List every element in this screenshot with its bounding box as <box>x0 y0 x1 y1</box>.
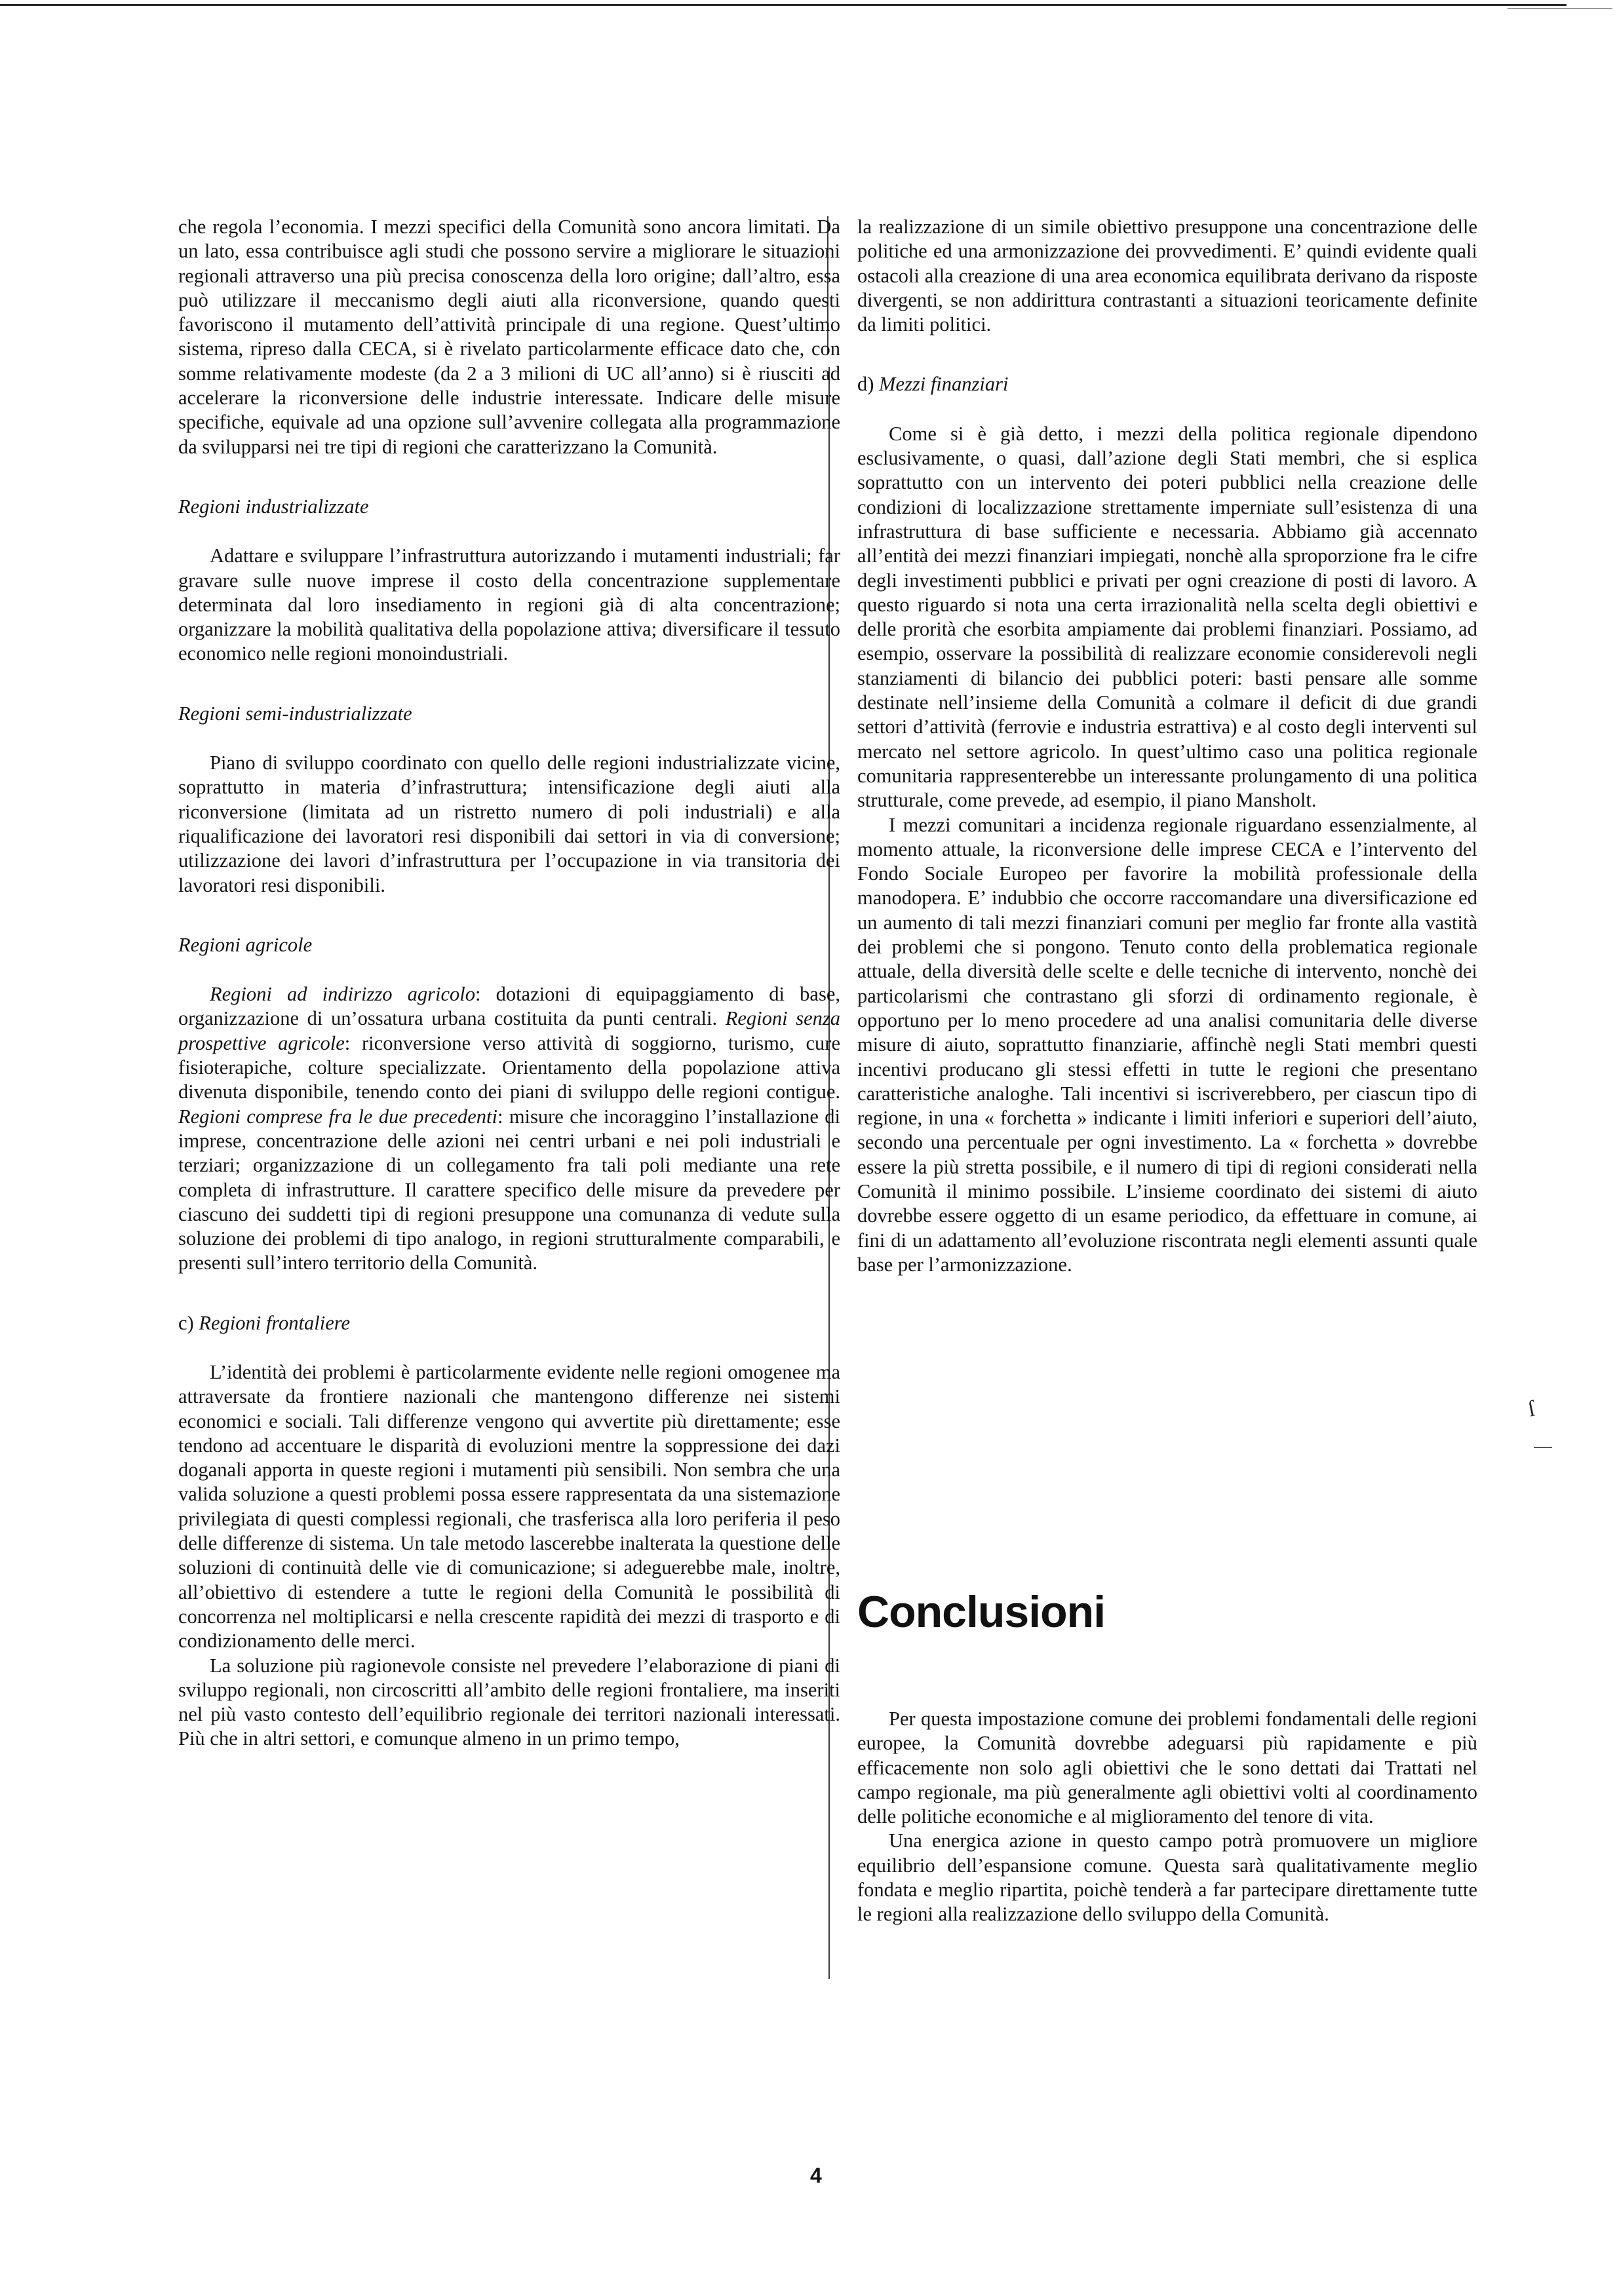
finance-letter: d) <box>857 373 874 396</box>
page-number: 4 <box>810 2164 822 2187</box>
finance-heading-text: Mezzi finanziari <box>879 373 1009 396</box>
margin-dash-mark <box>1534 1447 1552 1448</box>
heading-industrialized-regions: Regioni industrializzate <box>178 495 369 518</box>
top-rule <box>0 4 1566 6</box>
agricultural-text-3: : misure che incoraggino l’installazione di imprese, concentrazione delle azioni nei centri urbani e nei poli industriali e terziari; organizzazione di un collegamento fra tali poli mediante una rete completa di infrastrutture. Il carattere specifico delle misure da prevedere per ciascuno dei suddetti tipi di regioni presuppone una comunanza di vedute sulla soluzione dei problemi di tipo analogo, in regioni strutturalmente comparabili, e presenti sull’intero territorio della Comunità. <box>178 1105 841 1274</box>
agricultural-text-2: : riconversione verso attività di soggiorno, turismo, cure fisioterapiche, colture specializzate. Orientamento della popolazione attiva divenuta disponibile, tenendo conto dei piani di sviluppo delle regioni contigue. <box>178 1031 840 1103</box>
heading-frontier-regions <box>178 1311 840 1335</box>
intro-paragraph: che regola l’economia. I mezzi specifici della Comunità sono ancora limitati. Da un lato, essa contribuisce agli studi che possono servire a migliorare le situazioni regionali attraverso una più precisa conoscenza della loro origine; dall’altro, essa può utilizzare il meccanismo degli aiuti alla riconversione, quando questi favoriscono il mutamento dell’attività principale di una regione. Quest’ultimo sistema, ripreso dalla CECA, si è rivelato particolarmente efficace dato che, con somme relativamente modeste (da 2 a 3 milioni di UC all’anno) si è riusciti ad accelerare la riconversione delle industrie interessate. Indicare delle misure specifiche, equivale ad una opzione sull’avvenire collegata alla programmazione da svilupparsi nei tre tipi di regioni che caratterizzano la Comunità. <box>178 216 840 458</box>
conclusions-section <box>857 1707 1477 1927</box>
conclusions-paragraph-1: Per questa impostazione comune dei problemi fondamentali delle regioni europee, la Comunità dovrebbe adeguarsi più rapidamente e più efficacemente non solo agli obiettivi che le sono dettati dai Trattati nel campo regionale, ma più generalmente agli obiettivi volti al coordinamento delle politiche economiche e al miglioramento del tenore di vita. <box>857 1708 1477 1828</box>
semi-industrialized-regions-text: Piano di sviluppo coordinato con quello delle regioni industrializzate vicine, soprattutto in materia d’infrastruttura; intensificazione degli aiuti alla riconversione (limitata ad un ristretto numero di poli industriali) e alla riqualificazione dei lavoratori resi disponibili dai settori in via di conversione; utilizzazione dei lavori d’infrastruttura per l’occupazione in via transitoria dei lavoratori resi disponibili. <box>178 752 840 896</box>
continuation-paragraph: la realizzazione di un simile obiettivo presuppone una concentrazione delle politiche ed una armonizzazione dei provvedimenti. E’ quindi evidente quali ostacoli alla creazione di una area economica equilibrata derivano da risposte divergenti, se non addirittura contrastanti a situazioni teoricamente definite da limiti politici. <box>857 216 1477 336</box>
agricultural-lead-2: Regioni senza prospettive agricole <box>178 1007 840 1054</box>
frontier-heading-text: Regioni frontaliere <box>199 1311 351 1334</box>
frontier-regions-paragraph-2: La soluzione più ragionevole consiste nel prevedere l’elaborazione di piani di sviluppo regionali, non circoscritti all’ambito delle regioni frontaliere, ma inseriti nel più vasto contesto dell’equilibrio regionale dei territori nazionali interessati. Più che in altri settori, e comunque almeno in un primo tempo, <box>178 1654 840 1750</box>
frontier-regions-paragraph-1: L’identità dei problemi è particolarmente evidente nelle regioni omogenee ma attraversate da frontiere nazionali che mantengono differenze nei sistemi economici e sociali. Tali differenze vengono qui avvertite più direttamente; esse tendono ad accentuare le disparità di evoluzioni mentre la soppressione dei dazi doganali apporta in queste regioni i mutamenti più sensibili. Non sembra che una valida soluzione a questi problemi possa essere rappresentata da una sistemazione privilegiata di questi complessi regionali, che trasferisca alla loro periferia il peso delle differenze di sistema. Un tale metodo lascerebbe inalterata la questione delle soluzioni di continuità delle vie di comunicazione; si adeguerebbe male, inoltre, all’obiettivo di estendere a tutte le regioni della Comunità le possibilità di concorrenza nel moltiplicarsi e nella crescente rapidità dei mezzi di trasporto e di condizionamento delle merci. <box>178 1360 840 1653</box>
left-column <box>178 215 840 1751</box>
agricultural-regions-text <box>178 982 840 1276</box>
margin-pen-mark: ſ <box>1526 1396 1538 1422</box>
agricultural-text-1: : dotazioni di equipaggiamento di base, organizzazione di un’ossatura urbana costituita da punti centrali. <box>178 983 840 1030</box>
conclusions-heading: Conclusioni <box>857 1587 1106 1637</box>
financial-means-paragraph-1: Come si è già detto, i mezzi della politica regionale dipendono esclusivamente, o quasi, dall’azione degli Stati membri, che si esplica soprattutto con un intervento dei poteri pubblici nella creazione delle condizioni di localizzazione strettamente imperniate sull’esistenza di una infrastruttura di base sufficiente e necessaria. Abbiamo già accennato all’entità dei mezzi finanziari impiegati, nonchè alla sproporzione fra le cifre degli investimenti pubblici e privati per ogni creazione di posti di lavoro. A questo riguardo si nota una certa irrazionalità nella scelta degli obiettivi e delle prorità che esorbita ampiamente dai problemi finanziari. Possiamo, ad esempio, osservare la possibilità di realizzare economie considerevoli negli stanziamenti di bilancio dei pubblici poteri: basti pensare alle somme destinate nell’insieme della Comunità a colmare il deficit di due grandi settori d’attività (ferrovie e industria estrattiva) e al costo degli interventi sul mercato nel settore agricolo. In quest’ultimo caso una politica regionale comunitaria rappresenterebbe un interessante prolungamento di una politica strutturale, come prevede, ad esempio, il piano Mansholt. <box>857 422 1477 812</box>
heading-financial-means <box>857 372 1477 396</box>
top-rule-faint <box>1508 8 1612 9</box>
frontier-letter: c) <box>178 1311 194 1334</box>
conclusions-paragraph-2: Una energica azione in questo campo potrà promuovere un migliore equilibrio dell’espansione comune. Questa sarà qualitativamente meglio fondata e meglio ripartita, poichè tenderà a far partecipare direttamente tutte le regioni alla realizzazione dello sviluppo della Comunità. <box>857 1829 1477 1926</box>
heading-agricultural-regions: Regioni agricole <box>178 933 313 956</box>
right-column <box>857 215 1477 1277</box>
heading-semi-industrialized-regions: Regioni semi-industrializzate <box>178 702 412 725</box>
agricultural-lead-1: Regioni ad indirizzo agricolo <box>210 983 475 1006</box>
financial-means-paragraph-2: I mezzi comunitari a incidenza regionale riguardano essenzialmente, al momento attuale, la riconversione delle imprese CECA e l’intervento del Fondo Sociale Europeo per favorire la mobilità professionale della manodopera. E’ indubbio che occorre raccomandare una diversificazione ed un aumento di tali mezzi finanziari comuni per meglio far fronte alla vastità dei problemi che si pongono. Tenuto conto della problematica regionale attuale, della diversità delle scelte e delle tecniche di intervento, nonchè dei particolarismi che contrastano gli sforzi di ordinamento regionale, è opportuno per lo meno procedere ad una analisi comunitaria delle diverse misure di aiuto, soprattutto finanziarie, affinchè negli Stati membri questi incentivi producano gli stessi effetti in tutte le regioni che presentano caratteristiche analoghe. Tali incentivi si iscriverebbero, per ciascun tipo di regione, in una « forchetta » indicante i limiti inferiori e superiori dell’aiuto, secondo una percentuale per ogni investimento. La « forchetta » dovrebbe essere la più stretta possibile, e il numero di tipi di regioni considerati nella Comunità il minimo possibile. L’insieme coordinato dei sistemi di aiuto dovrebbe essere oggetto di un esame periodico, da effettuare in comune, ai fini di un adattamento all’evoluzione riscontrata negli elementi assunti quale base per l’armonizzazione. <box>857 813 1477 1276</box>
agricultural-lead-3: Regioni comprese fra le due precedenti <box>178 1105 497 1128</box>
industrialized-regions-text: Adattare e sviluppare l’infrastruttura autorizzando i mutamenti industriali; far gravare sulle nuove imprese il costo della concentrazione supplementare determinata dal loro insediamento in regioni già di alta concentrazione; organizzare la mobilità qualitativa della popolazione attiva; diversificare il tessuto economico nelle regioni monoindustriali. <box>178 545 840 665</box>
